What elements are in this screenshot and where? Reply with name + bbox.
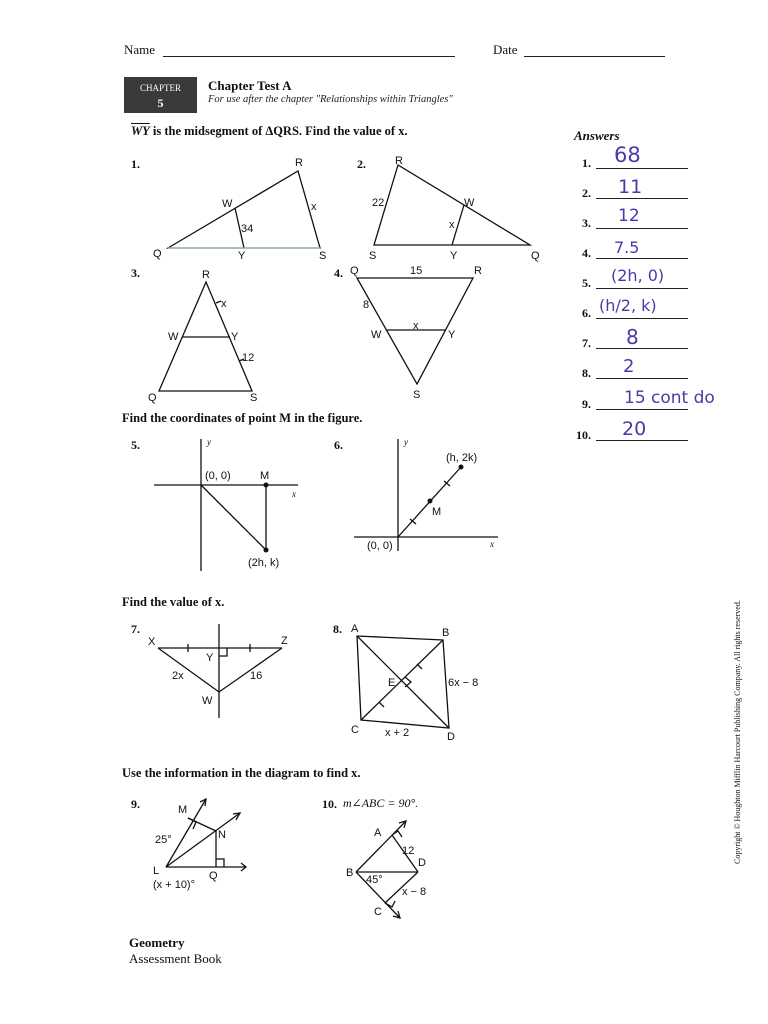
- arrowhead: [233, 813, 240, 820]
- length-label: 2x: [172, 670, 184, 682]
- answer-line[interactable]: [596, 288, 688, 289]
- length-label: 12: [242, 352, 255, 364]
- tick-mark: [379, 702, 384, 707]
- point: [264, 548, 269, 553]
- length-label: x + 2: [385, 727, 410, 739]
- vertex-label: M: [178, 804, 188, 816]
- vertex-label: B: [442, 627, 450, 639]
- vertex-label: R: [395, 155, 403, 167]
- name-field-line[interactable]: [163, 56, 455, 57]
- vertex-label: X: [148, 636, 156, 648]
- vertex-label: Q: [148, 392, 157, 404]
- figure-problem-3: [144, 267, 274, 407]
- axis-label: x: [292, 489, 296, 499]
- vertex-label: R: [474, 265, 482, 277]
- origin-label: (0, 0): [367, 540, 393, 552]
- chapter-badge-label: CHAPTER: [139, 83, 181, 93]
- ray-ln: [166, 813, 240, 867]
- length-label: 6x − 8: [448, 677, 479, 689]
- figure-problem-10: [340, 815, 460, 925]
- figure-problem-6: [350, 435, 505, 555]
- vertex-label: S: [369, 250, 377, 262]
- date-label: Date: [493, 42, 518, 57]
- answer-number: 4.: [582, 246, 591, 260]
- answer-value: 68: [614, 143, 641, 167]
- vertex-label: C: [351, 724, 359, 736]
- problem-number: 2.: [357, 157, 366, 171]
- answer-line[interactable]: [596, 378, 688, 379]
- figure-problem-8: [345, 620, 495, 745]
- instruction-value: Find the value of x.: [122, 595, 225, 609]
- name-label: Name: [124, 42, 156, 57]
- answer-line[interactable]: [596, 198, 688, 199]
- length-label: 16: [250, 670, 263, 682]
- right-angle-mark: [405, 677, 411, 687]
- problem-number: 8.: [333, 622, 342, 636]
- problem-number: 6.: [334, 438, 343, 452]
- answer-line[interactable]: [596, 168, 688, 169]
- length-label: 22: [372, 197, 385, 209]
- answer-line[interactable]: [596, 318, 688, 319]
- vertex-label: Q: [350, 265, 359, 277]
- problem-number: 10.: [322, 797, 337, 811]
- angle-label: (x + 10)°: [153, 879, 195, 891]
- vertex-label: W: [464, 197, 475, 209]
- answer-line[interactable]: [596, 440, 688, 441]
- segment: [201, 485, 266, 550]
- figure-problem-1: [150, 155, 335, 263]
- vertex-label: D: [418, 857, 426, 869]
- vertex-label: Q: [153, 248, 162, 260]
- vertex-label: W: [168, 331, 179, 343]
- vertex-label: W: [371, 329, 382, 341]
- axis-label: y: [404, 437, 408, 447]
- book-subtitle: Assessment Book: [129, 951, 222, 966]
- date-field-line[interactable]: [524, 56, 665, 57]
- point-m: [264, 483, 269, 488]
- vertex-label: W: [202, 695, 213, 707]
- angle-label: 25°: [155, 834, 172, 846]
- figure-problem-5: [150, 435, 310, 575]
- answer-line[interactable]: [596, 258, 688, 259]
- copyright-notice: Copyright © Houghton Mifflin Harcourt Publishing Company. All rights reserved.: [733, 600, 742, 864]
- midsegment-name: $\overline{WY}$: [131, 124, 150, 138]
- answer-line[interactable]: [596, 348, 688, 349]
- variable-label: x: [311, 201, 317, 213]
- point-label: M: [432, 506, 442, 518]
- point: [459, 465, 464, 470]
- vertex-label: Y: [206, 652, 214, 664]
- answer-value: (h/2, k): [599, 296, 657, 315]
- vertex-label: R: [295, 157, 303, 169]
- instruction-midsegment-text: is the midsegment of ΔQRS. Find the value of x.: [152, 124, 408, 138]
- answer-number: 1.: [582, 156, 591, 170]
- vertex-label: A: [374, 827, 382, 839]
- figure-problem-4: [345, 262, 505, 404]
- answer-line[interactable]: [596, 409, 688, 410]
- answer-number: 2.: [582, 186, 591, 200]
- vertex-label: B: [346, 867, 354, 879]
- vertex-label: Z: [281, 635, 288, 647]
- answer-number: 6.: [582, 306, 591, 320]
- vertex-label: Y: [450, 250, 458, 262]
- test-subtitle: For use after the chapter "Relationships within Triangles": [208, 94, 453, 105]
- instruction-diagram: Use the information in the diagram to find x.: [122, 766, 361, 780]
- point-label: (h, 2k): [446, 452, 478, 464]
- variable-label: x: [413, 320, 419, 332]
- vertex-label: L: [153, 865, 160, 877]
- vertex-label: C: [374, 906, 382, 918]
- vertex-label: Q: [209, 870, 218, 882]
- vertex-label: S: [319, 250, 327, 262]
- variable-label: x: [449, 219, 455, 231]
- axis-label: x: [490, 539, 494, 549]
- answer-number: 7.: [582, 336, 591, 350]
- vertex-label: S: [250, 392, 258, 404]
- answer-number: 10.: [576, 428, 591, 442]
- answer-number: 8.: [582, 366, 591, 380]
- length-label: 15: [410, 265, 423, 277]
- triangle-qrs: [168, 171, 320, 248]
- variable-label: x: [221, 298, 227, 310]
- length-label: x − 8: [402, 886, 427, 898]
- figure-problem-2: [360, 155, 550, 263]
- figure-problem-9: [148, 795, 258, 895]
- problem-number: 5.: [131, 438, 140, 452]
- instruction-midsegment: [131, 124, 408, 139]
- length-label: 34: [241, 223, 254, 235]
- answer-value: 12: [618, 206, 640, 226]
- point-label: M: [260, 470, 270, 482]
- length-label: 12: [402, 845, 415, 857]
- tick-mark: [417, 664, 422, 669]
- vertex-label: D: [447, 731, 455, 743]
- answer-value: 8: [626, 325, 639, 349]
- answer-value: 2: [623, 356, 635, 377]
- diagonal-ad: [357, 636, 449, 728]
- problem-number: 7.: [131, 622, 140, 636]
- chapter-badge-number: 5: [157, 96, 164, 110]
- answer-value: 15 cont do: [624, 388, 715, 408]
- book-title: Geometry: [129, 935, 185, 950]
- answers-heading: Answers: [574, 128, 620, 143]
- right-angle-mark: [219, 648, 227, 656]
- test-title: Chapter Test A: [208, 78, 292, 93]
- vertex-label: E: [388, 677, 396, 689]
- vertex-label: Y: [238, 250, 246, 262]
- vertex-label: W: [222, 198, 233, 210]
- point-label: (2h, k): [248, 557, 280, 569]
- vertex-label: Q: [531, 250, 540, 262]
- origin-label: (0, 0): [205, 470, 231, 482]
- problem-number: 9.: [131, 797, 140, 811]
- vertex-label: Y: [448, 329, 456, 341]
- instruction-coordinates: Find the coordinates of point M in the figure.: [122, 411, 363, 425]
- vertex-label: A: [351, 623, 359, 635]
- problem-number: 3.: [131, 266, 140, 280]
- answer-line[interactable]: [596, 228, 688, 229]
- answer-number: 5.: [582, 276, 591, 290]
- problem-number: 1.: [131, 157, 140, 171]
- answer-value: (2h, 0): [611, 266, 665, 285]
- triangle-qrs: [374, 165, 530, 245]
- figure-problem-7: [140, 620, 300, 722]
- problem-10-given: m∠ABC = 90°.: [343, 796, 419, 810]
- answer-number: 9.: [582, 397, 591, 411]
- vertex-label: S: [413, 389, 421, 401]
- chapter-badge: [124, 77, 197, 113]
- vertex-label: R: [202, 269, 210, 281]
- vertex-label: Y: [231, 331, 239, 343]
- answer-value: 11: [618, 176, 643, 198]
- answer-value: 7.5: [614, 238, 640, 257]
- point-m: [428, 499, 433, 504]
- right-angle-mark: [216, 859, 224, 867]
- problem-number: 4.: [334, 266, 343, 280]
- answer-value: 20: [622, 418, 647, 440]
- angle-label: 45°: [366, 874, 383, 886]
- axis-label: y: [207, 437, 211, 447]
- length-label: 8: [363, 299, 370, 311]
- answer-number: 3.: [582, 216, 591, 230]
- vertex-label: N: [218, 829, 226, 841]
